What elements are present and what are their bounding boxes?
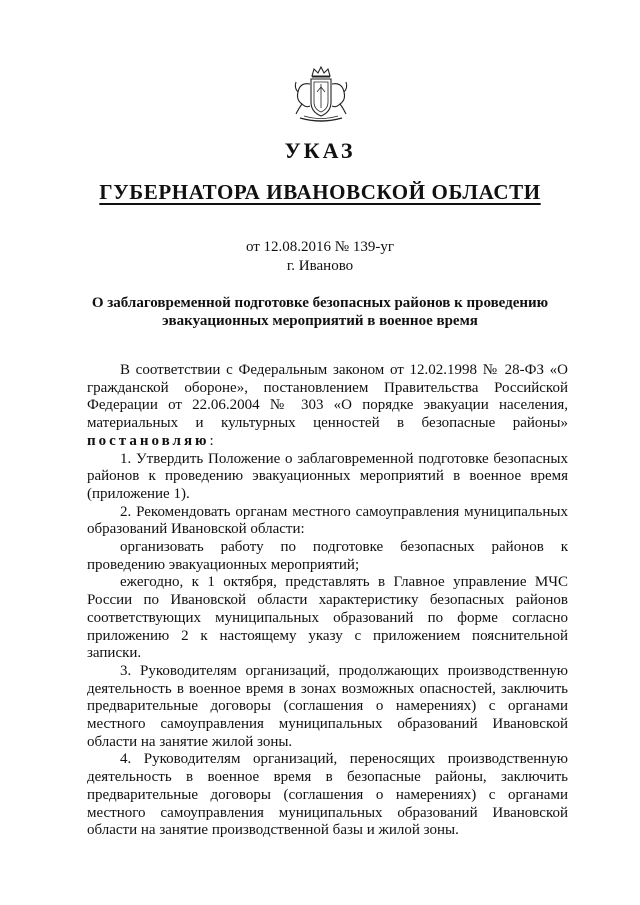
paragraph-item-2a: организовать работу по подготовке безопасных районов к проведению эвакуационных мероприятий; bbox=[87, 539, 568, 573]
document-body bbox=[87, 362, 568, 840]
date-number-line: от 12.08.2016 № 139-уг bbox=[245, 239, 395, 255]
paragraph-item-2: 2. Рекомендовать органам местного самоуправления муниципальных образований Ивановской области: bbox=[87, 503, 568, 538]
coat-of-arms-icon bbox=[290, 64, 352, 124]
paragraph-item-1: 1. Утвердить Положение о заблаговременной подготовке безопасных районов к проведению эвакуационных мероприятий в военное время (приложение 1). bbox=[87, 450, 568, 502]
title-line: эвакуационных мероприятий в военное время bbox=[162, 313, 478, 329]
document-type: УКАЗ bbox=[284, 138, 356, 163]
document-title bbox=[70, 294, 570, 330]
decree-word: постановляю bbox=[87, 432, 210, 449]
preamble-text: В соответствии с Федеральным законом от 12.02.1998 № 28-ФЗ «О гражданской обороне», постановлением Правительства Российской Федерации от 22.06.2004 № 303 «О порядке эвакуации населения, материальных и культурных ценностей в безопасные районы» bbox=[87, 362, 568, 432]
city-line: г. Иваново bbox=[286, 258, 354, 274]
preamble-paragraph bbox=[87, 362, 568, 451]
title-line: О заблаговременной подготовке безопасных районов к проведению bbox=[91, 295, 549, 311]
decree-colon: : bbox=[209, 432, 214, 449]
issuer-heading: ГУБЕРНАТОРА ИВАНОВСКОЙ ОБЛАСТИ bbox=[99, 180, 541, 204]
paragraph-item-3: 3. Руководителям организаций, продолжающих производственную деятельность в военное время в зонах возможных опасностей, заключить предварительные договоры (соглашения о намерениях) с органами местного самоуправления муниципальных образований Ивановской области на занятие жилой зоны. bbox=[87, 662, 568, 750]
paragraph-item-4: 4. Руководителям организаций, переносящих производственную деятельность в военное время в безопасные районы, заключить предварительные договоры (соглашения о намерениях) с органами местного самоуправления муниципальных образований Ивановской области на занятие производственной базы и жилой зоны. bbox=[87, 751, 568, 839]
paragraph-item-2b: ежегодно, к 1 октября, представлять в Главное управление МЧС России по Ивановской области характеристику безопасных районов соответствующих муниципальных образований по форме согласно приложению 2 к настоящему указу с приложением пояснительной записки. bbox=[87, 574, 568, 662]
